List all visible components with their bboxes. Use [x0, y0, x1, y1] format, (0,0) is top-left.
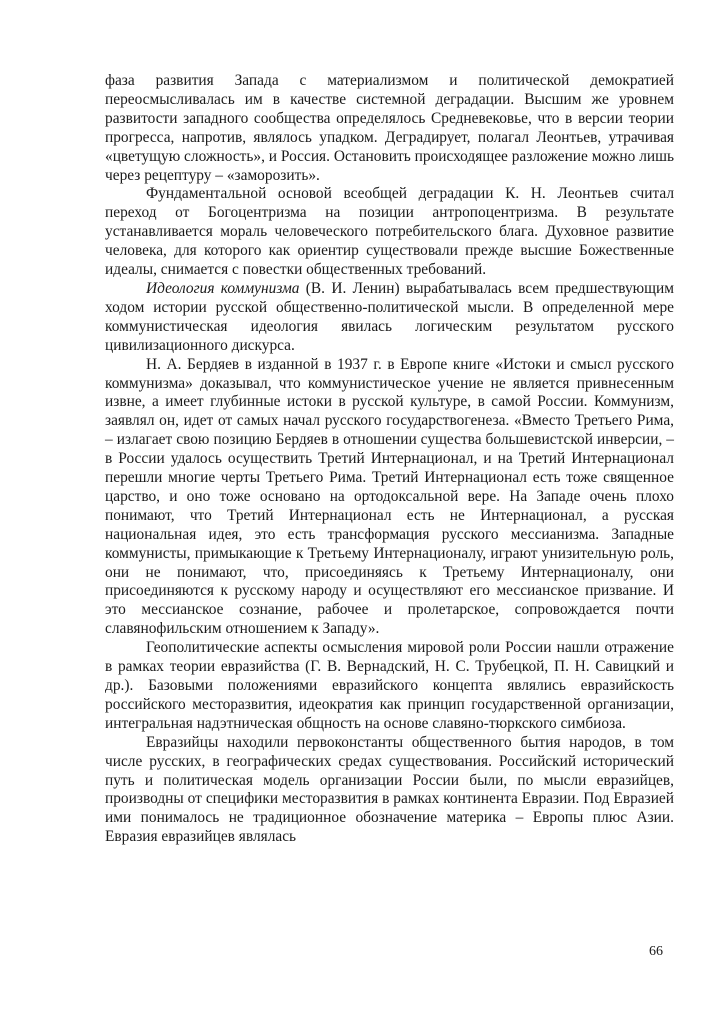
paragraph-3 — [105, 280, 674, 356]
paragraph-1: фаза развития Запада с материализмом и политической демократией переосмысливалась им в качестве системной деградации. Высшим же уровнем развитости западного сообщества определялось Средневековье, что в версии теории прогресса, напротив, являлось упадком. Деградирует, полагал Леонтьев, утрачивая «цветущую сложность», и Россия. Остановить происходящее разложение можно лишь через рецептуру – «заморозить». — [105, 72, 674, 184]
paragraph-6: Евразийцы находили первоконстанты общественного бытия народов, в том числе русских, в географических средах существования. Российский исторический путь и политическая модель организации России были, по мысли евразийцев, производны от специфики месторазвития в рамках континента Евразии. Под Евразией ими понималось не традиционное обозначение материка – Европы плюс Азии. Евразия евразийцев являлась — [105, 733, 674, 846]
paragraph-2: Фундаментальной основой всеобщей деградации К. Н. Леонтьев считал переход от Богоцентризма на позиции антропоцентризма. В результате устанавливается мораль человеческого потребительского блага. Духовное развитие человека, для которого как ориентир существовали прежде высшие Божественные идеалы, снимается с повестки общественных требований. — [105, 185, 674, 279]
paragraph-3-text: (В. И. Ленин) вырабатывалась всем предшествующим ходом истории русской общественно-политической мысли. В определенной мере коммунистическая идеология явилась логическим результатом русского цивилизационного дискурса. — [105, 279, 674, 354]
paragraph-5: Геополитические аспекты осмысления мировой роли России нашли отражение в рамках теории евразийства (Г. В. Вернадский, Н. С. Трубецкой, П. Н. Савицкий и др.). Базовыми положениями евразийского концепта являлись евразийскость российского месторазвития, идеократия как принцип государственной организации, интегральная надэтническая общность на основе славяно-тюркского симбиоза. — [105, 639, 674, 732]
page-body — [105, 72, 674, 847]
page-number: 66 — [649, 944, 663, 959]
italic-term-communism-ideology: Идеология коммунизма — [146, 279, 300, 297]
paragraph-4: Н. А. Бердяев в изданной в 1937 г. в Европе книге «Истоки и смысл русского коммунизма» доказывал, что коммунистическое учение не является привнесенным извне, а имеет глубинные истоки в русской культуре, в самой России. Коммунизм, заявлял он, идет от самых начал русского государствогенеза. «Вместо Третьего Рима, – излагает свою позицию Бердяев в отношении существа большевистской инверсии, – в России удалось осуществить Третий Интернационал, и на Третий Интернационал перешли многие черты Третьего Рима. Третий Интернационал есть тоже священное царство, и оно тоже основано на ортодоксальной вере. На Западе очень плохо понимают, что Третий Интернационал есть не Интернационал, а русская национальная идея, это есть трансформация русского мессианизма. Западные коммунисты, примыкающие к Третьему Интернационалу, играют унизительную роль, они не понимают, что, присоединяясь к Третьему Интернационалу, они присоединяются к русскому народу и осуществляют его мессианское призвание. И это мессианское сознание, рабочее и пролетарское, сопровождается почти славянофильским отношением к Западу». — [105, 355, 674, 638]
